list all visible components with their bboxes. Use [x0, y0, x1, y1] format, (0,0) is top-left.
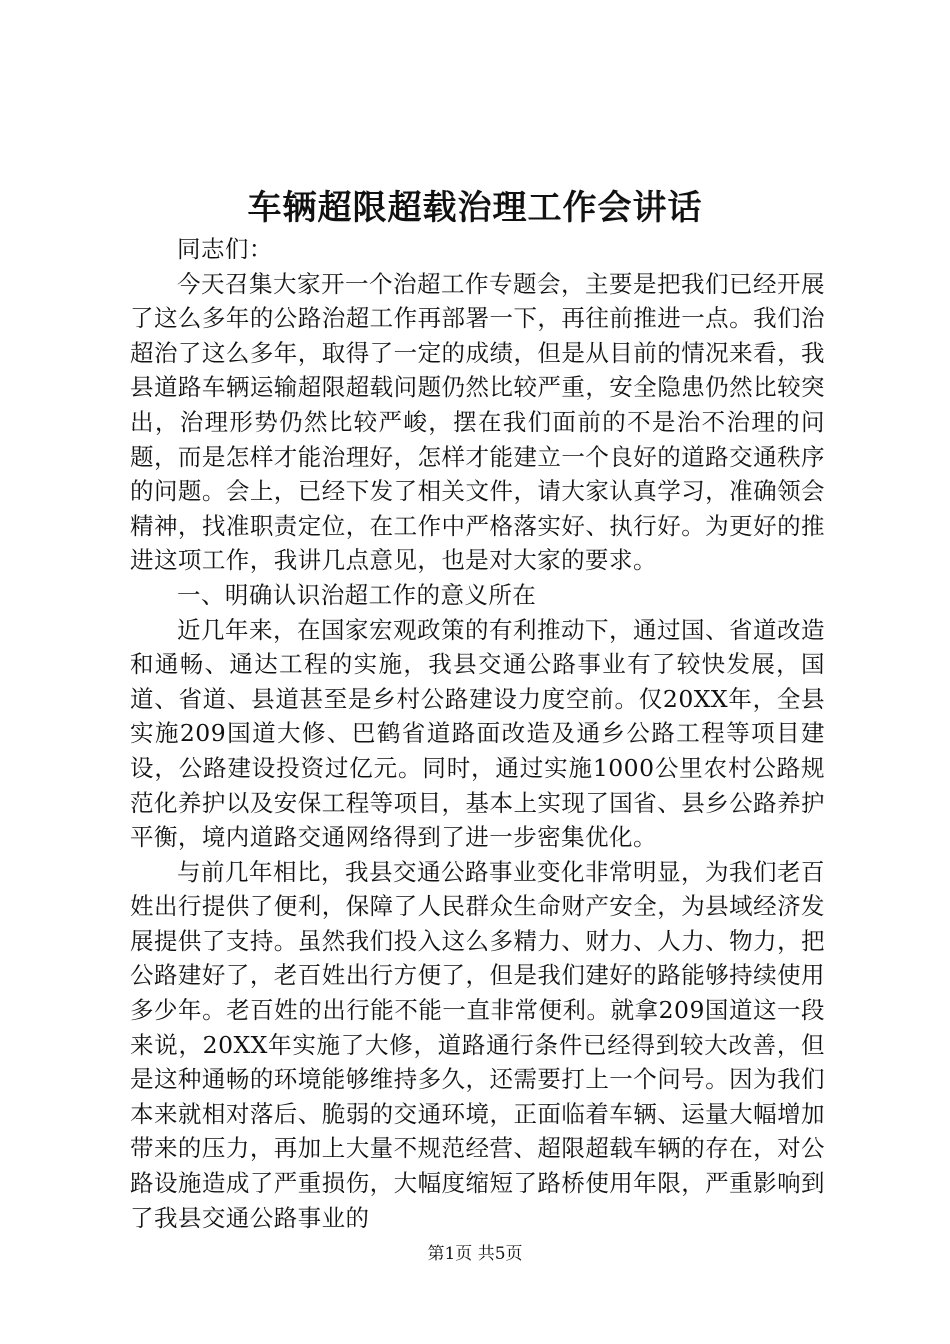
section-heading: 一、明确认识治超工作的意义所在 [177, 580, 537, 609]
body-paragraph: 近几年来，在国家宏观政策的有利推动下，通过国、省道改造和通畅、通达工程的实施，我县交通公路事业有了较快发展，国道、省道、县道甚至是乡村公路建设力度空前。仅20XX年，全县实施209国道大修、巴鹤省道路面改造及通乡公路工程等项目建设，公路建设投资过亿元。同时，通过实施1000公里农村公路规范化养护以及安保工程等项目，基本上实现了国省、县乡公路养护平衡，境内道路交通网络得到了进一步密集优化。 [130, 615, 825, 852]
body-paragraph: 与前几年相比，我县交通公路事业变化非常明显，为我们老百姓出行提供了便利，保障了人民群众生命财产安全，为县域经济发展提供了支持。虽然我们投入这么多精力、财力、人力、物力，把公路建好了，老百姓出行方便了，但是我们建好的路能够持续使用多少年。老百姓的出行能不能一直非常便利。就拿209国道这一段来说，20XX年实施了大修，道路通行条件已经得到较大改善，但是这种通畅的环境能够维持多久，还需要打上一个问号。因为我们本来就相对落后、脆弱的交通环境，正面临着车辆、运量大幅增加带来的压力，再加上大量不规范经营、超限超载车辆的存在，对公路设施造成了严重损伤，大幅度缩短了路桥使用年限，严重影响到了我县交通公路事业的 [130, 857, 825, 1232]
document-title: 车辆超限超载治理工作会讲话 [247, 188, 703, 228]
page-number-footer: 第1页 共5页 [427, 1244, 523, 1264]
document-body [130, 232, 825, 1235]
intro-paragraph: 今天召集大家开一个治超工作专题会，主要是把我们已经开展了这么多年的公路治超工作再部署一下，再往前推进一点。我们治超治了这么多年，取得了一定的成绩，但是从目前的情况来看，我县道路车辆运输超限超载问题仍然比较严重，安全隐患仍然比较突出，治理形势仍然比较严峻，摆在我们面前的不是治不治理的问题，而是怎样才能治理好，怎样才能建立一个良好的道路交通秩序的问题。会上，已经下发了相关文件，请大家认真学习，准确领会精神，找准职责定位，在工作中严格落实好、执行好。为更好的推进这项工作，我讲几点意见，也是对大家的要求。 [130, 269, 825, 575]
salutation-paragraph: 同志们： [177, 235, 273, 263]
